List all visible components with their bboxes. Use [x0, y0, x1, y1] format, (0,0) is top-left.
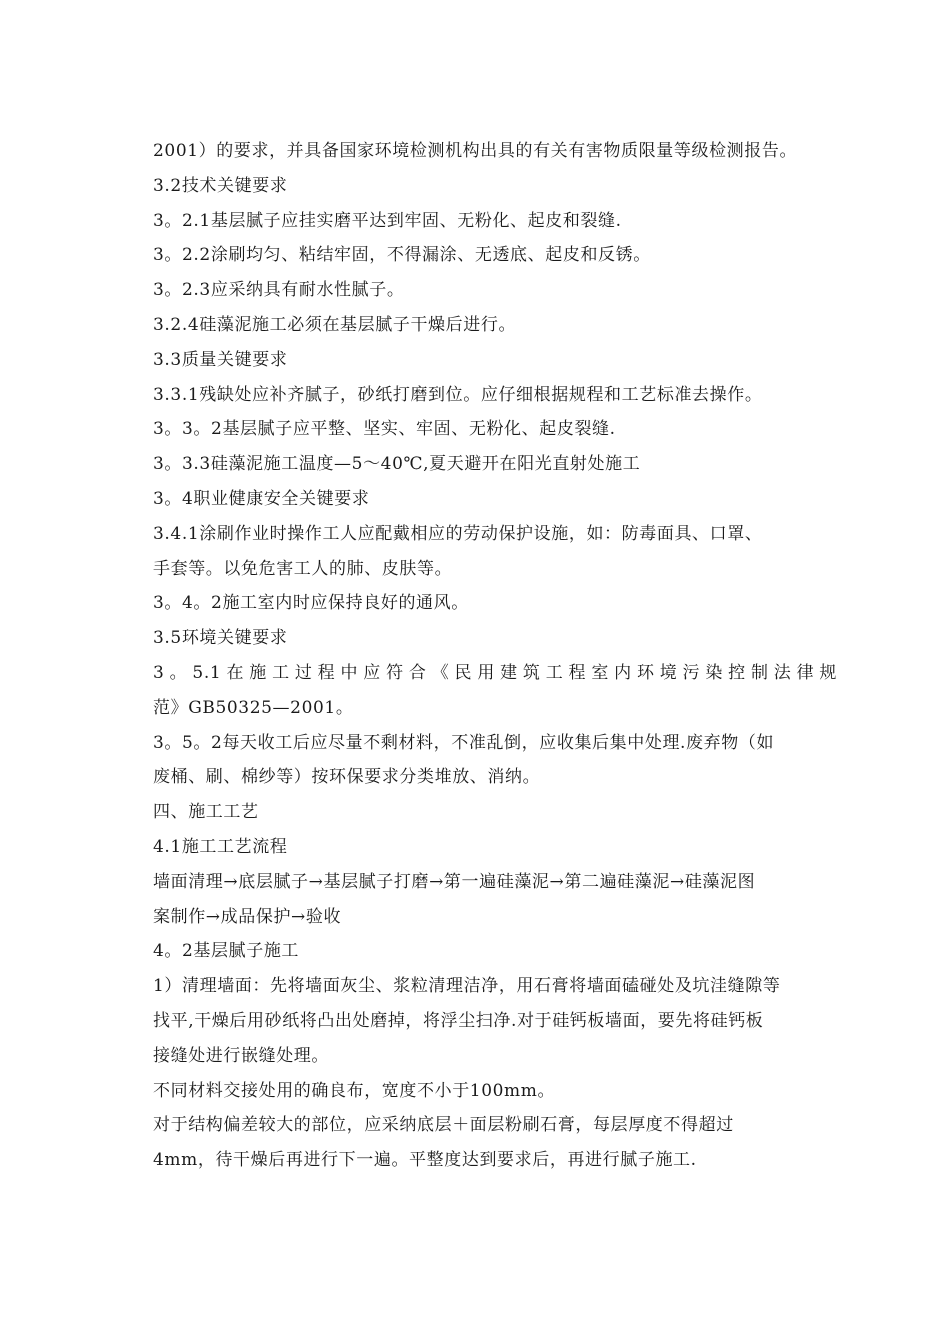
- text-line: 找平,干燥后用砂纸将凸出处磨掉，将浮尘扫净.对于硅钙板墙面，要先将硅钙板: [153, 1010, 764, 1031]
- text-line: 3.4.1涂刷作业时操作工人应配戴相应的劳动保护设施，如：防毒面具、口罩、: [153, 523, 763, 544]
- text-line: 3。5.1在施工过程中应符合《民用建筑工程室内环境污染控制法律规: [153, 662, 837, 683]
- section-heading: 3.5环境关键要求: [153, 628, 288, 649]
- section-heading: 3.2技术关键要求: [153, 175, 288, 196]
- text-line: 案制作→成品保护→验收: [153, 906, 342, 927]
- text-line: 手套等。以免危害工人的肺、皮肤等。: [153, 558, 453, 579]
- text-line: 3。4。2施工室内时应保持良好的通风。: [153, 593, 469, 614]
- text-line: 范》GB50325—2001。: [153, 697, 354, 718]
- text-line: 不同材料交接处用的确良布，宽度不小于100mm。: [153, 1080, 556, 1101]
- text-line: 3.2.4硅藻泥施工必须在基层腻子干燥后进行。: [153, 314, 517, 335]
- text-line: 3。2.1基层腻子应挂实磨平达到牢固、无粉化、起皮和裂缝.: [153, 210, 622, 231]
- text-line: 3。5。2每天收工后应尽量不剩材料，不准乱倒，应收集后集中处理.废弃物（如: [153, 732, 775, 753]
- text-line: 3。2.2涂刷均匀、粘结牢固，不得漏涂、无透底、起皮和反锈。: [153, 245, 651, 266]
- text-line: 墙面清理→底层腻子→基层腻子打磨→第一遍硅藻泥→第二遍硅藻泥→硅藻泥图: [153, 871, 756, 892]
- text-line: 3。2.3应采纳具有耐水性腻子。: [153, 280, 405, 301]
- text-line: 2001）的要求，并具备国家环境检测机构出具的有关有害物质限量等级检测报告。: [153, 141, 798, 161]
- chapter-heading: 四、施工工艺: [153, 802, 259, 823]
- section-heading: 3。4职业健康安全关键要求: [153, 488, 370, 509]
- section-heading: 4。2基层腻子施工: [153, 941, 300, 962]
- document-body: [153, 134, 837, 1178]
- text-line: 废桶、刷、棉纱等）按环保要求分类堆放、消纳。: [153, 767, 541, 788]
- section-heading: 3.3质量关键要求: [153, 349, 288, 370]
- text-line: 3.3.1残缺处应补齐腻子，砂纸打磨到位。应仔细根据规程和工艺标准去操作。: [153, 384, 763, 405]
- text-line: 3。3。2基层腻子应平整、坚实、牢固、无粉化、起皮裂缝.: [153, 419, 616, 440]
- text-line: 接缝处进行嵌缝处理。: [153, 1045, 329, 1066]
- text-line: 1）清理墙面：先将墙面灰尘、浆粒清理洁净，用石膏将墙面磕碰处及坑洼缝隙等: [153, 976, 781, 997]
- text-line: 对于结构偏差较大的部位，应采纳底层＋面层粉刷石膏，每层厚度不得超过: [153, 1115, 734, 1136]
- text-line: 4mm，待干燥后再进行下一遍。平整度达到要求后，再进行腻子施工.: [153, 1150, 697, 1171]
- text-line: 3。3.3硅藻泥施工温度—5～40℃,夏天避开在阳光直射处施工: [153, 454, 641, 475]
- section-heading: 4.1施工工艺流程: [153, 836, 288, 857]
